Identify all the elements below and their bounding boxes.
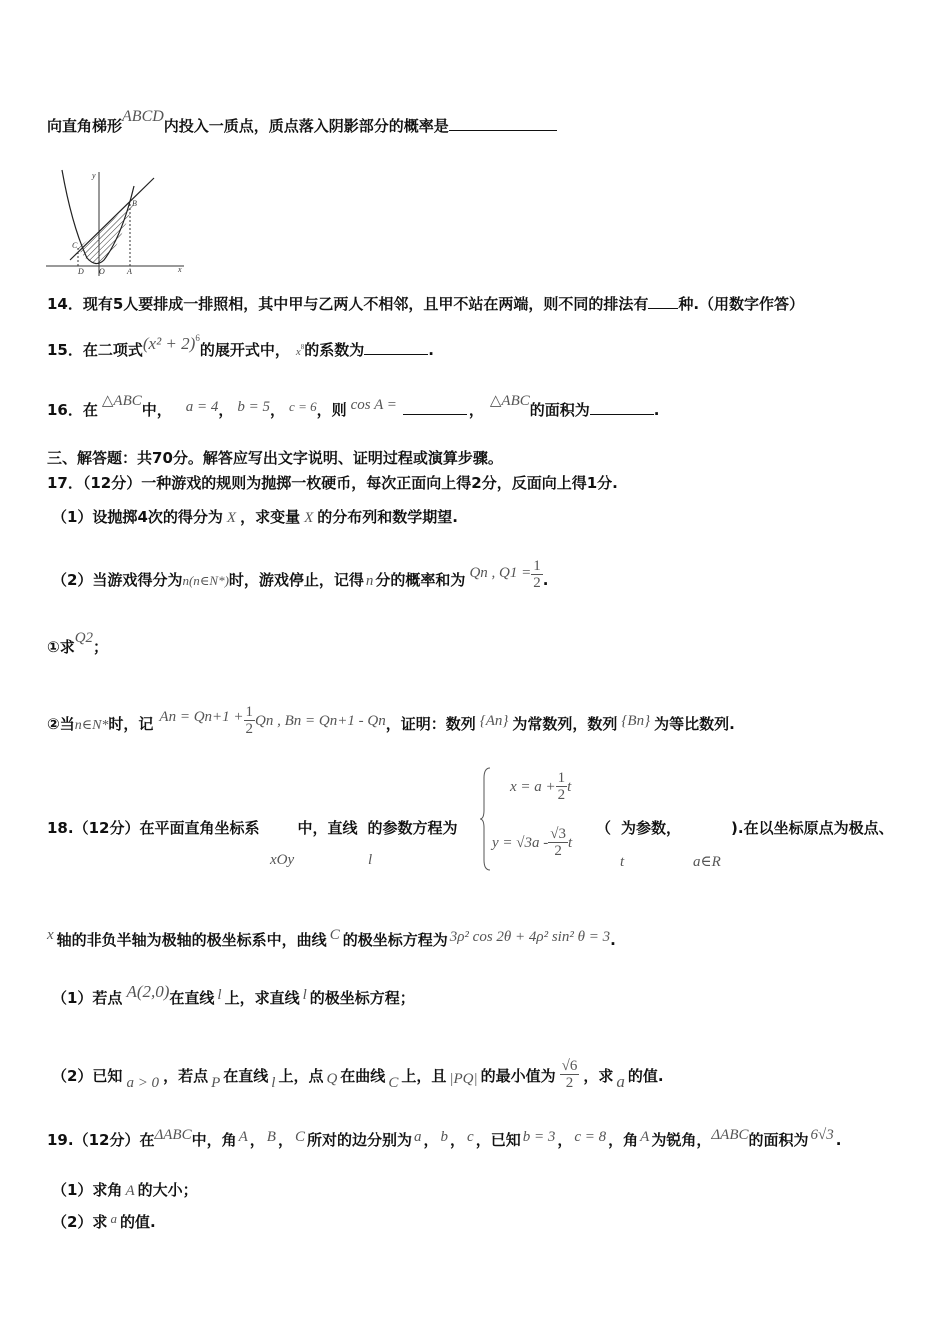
q14-line bbox=[47, 294, 804, 314]
q2: Q2 bbox=[74, 630, 94, 646]
q19-part1 bbox=[52, 1180, 198, 1201]
q16-end: . bbox=[653, 401, 660, 419]
q18-head-right bbox=[596, 818, 894, 838]
q17-s2-text: ，证明：数列 bbox=[385, 715, 476, 733]
var-a-2: a bbox=[110, 1211, 117, 1226]
q18-p2-mid: ，若点 bbox=[163, 1067, 209, 1085]
q16-zhong: 中， bbox=[141, 401, 172, 419]
q18-wei: 为参数， bbox=[621, 819, 682, 837]
q19-p2-prefix: （2）求 bbox=[52, 1213, 108, 1231]
q18-tail: ).在以坐标原点为极点、 bbox=[731, 819, 894, 837]
point-q: Q bbox=[326, 1071, 338, 1087]
var-n: n bbox=[365, 573, 374, 589]
polar-eq: 3ρ² cos 2θ + 4ρ² sin² θ = 3 bbox=[449, 929, 611, 945]
q18-p1-mid2: 上，求直线 bbox=[224, 989, 300, 1007]
sep1: ， bbox=[249, 1131, 265, 1149]
q16-ze: ，则 bbox=[316, 401, 347, 419]
q19-p1-prefix: （1）求角 bbox=[52, 1181, 123, 1199]
parabola-figure bbox=[42, 166, 192, 278]
q17-part2 bbox=[52, 558, 549, 597]
fraction-one-half bbox=[531, 558, 543, 591]
label-O: O bbox=[99, 267, 105, 276]
angle-a: A bbox=[238, 1129, 248, 1145]
q19-t2: 所对的边分别为 bbox=[307, 1131, 413, 1149]
q18-p2-mid4: 在曲线 bbox=[340, 1067, 386, 1085]
n-in-N: n(n∈N*) bbox=[182, 573, 229, 588]
q17-s1-prefix: ①求 bbox=[47, 638, 75, 656]
eq1: x = a + bbox=[510, 779, 556, 795]
label-B: B bbox=[132, 199, 137, 208]
eq1-fn: 1 bbox=[557, 770, 566, 786]
angle-a-2: A bbox=[640, 1129, 650, 1145]
shaded-region bbox=[78, 202, 134, 264]
q16-prefix: 16．在 bbox=[47, 401, 98, 419]
q19-t4: ，角 bbox=[608, 1131, 639, 1149]
side-a: a = 4 bbox=[185, 399, 219, 415]
line-l-4: l bbox=[271, 1075, 276, 1091]
frac2-num: 1 bbox=[245, 704, 254, 720]
q17-s2-mid: 时，记 bbox=[108, 715, 154, 733]
eq2: y = √3a - bbox=[492, 835, 549, 851]
eq2-t: t bbox=[568, 835, 573, 851]
q17-p2-mid: 时，游戏停止，记得 bbox=[228, 571, 364, 589]
q14-suffix: 种.（用数字作答） bbox=[678, 295, 805, 313]
q19-part2 bbox=[52, 1212, 156, 1233]
q17-s2-text2: 为常数列，数列 bbox=[512, 715, 618, 733]
seq-an: {An} bbox=[479, 713, 509, 729]
triangle-abc-3: ΔABC bbox=[154, 1127, 192, 1143]
param-eq-2 bbox=[492, 826, 572, 859]
q18-p2-mid6: 的最小值为 bbox=[480, 1067, 556, 1085]
q18-zhong: 中，直线 bbox=[297, 819, 358, 837]
sep2: ， bbox=[277, 1131, 293, 1149]
q17-p2-mid2: 分的概率和为 bbox=[375, 571, 466, 589]
q16-area: 的面积为 bbox=[529, 401, 590, 419]
q19-head-text: 19.（12分）在 bbox=[47, 1131, 155, 1149]
q15-mid: 的展开式中， bbox=[199, 341, 290, 359]
sep5: ， bbox=[557, 1131, 573, 1149]
eq1-frac bbox=[556, 770, 568, 803]
q17-sub1 bbox=[47, 630, 109, 658]
sep3: ， bbox=[423, 1131, 439, 1149]
q15-line bbox=[47, 333, 434, 363]
side-c: c = 6 bbox=[289, 399, 317, 414]
label-y: y bbox=[92, 171, 96, 180]
angle-b: B bbox=[266, 1129, 276, 1145]
q13-answer-blank bbox=[449, 116, 557, 131]
q18-p2-prefix: （2）已知 bbox=[52, 1067, 123, 1085]
side-b-2: b bbox=[440, 1129, 449, 1145]
line-l-2: l bbox=[217, 987, 222, 1003]
pq-distance: |PQ| bbox=[449, 1071, 478, 1087]
q19-t5: 为锐角， bbox=[651, 1131, 712, 1149]
q18-paren: （ bbox=[596, 819, 612, 837]
a-in-R: a∈R bbox=[693, 854, 721, 870]
q13-text: 内投入一质点，质点落入阴影部分的概率是 bbox=[163, 117, 449, 135]
b-equals-3: b = 3 bbox=[522, 1129, 556, 1145]
side-a-2: a bbox=[414, 1129, 422, 1145]
area-value: 6√3 bbox=[810, 1127, 834, 1143]
q15-prefix: 15．在二项式 bbox=[47, 341, 143, 359]
bn-def: Qn , Bn = Qn+1 - Qn bbox=[255, 713, 386, 729]
q18-part2 bbox=[52, 1060, 664, 1093]
a-positive: a > 0 bbox=[126, 1075, 160, 1091]
cos-a: cos A = bbox=[350, 397, 397, 413]
q16-line: 16．在 △ABC中， a = 4， b = 5， c = 6，则 cos A = ， △ABC的面积为 . bbox=[47, 393, 660, 419]
q15-answer-blank bbox=[364, 340, 428, 355]
triangle-abc: △ABC bbox=[101, 393, 142, 409]
q18-line2-text: 轴的非负半轴为极轴的极坐标系中，曲线 bbox=[56, 931, 327, 949]
n-cond: n∈N* bbox=[74, 718, 109, 733]
triangle-abc-2: △ABC bbox=[489, 393, 530, 409]
q17-p2-end: . bbox=[542, 571, 549, 589]
q19-t6: 的面积为 bbox=[748, 1131, 809, 1149]
q15-end: . bbox=[428, 341, 434, 359]
sqrt6-over-2 bbox=[560, 1058, 580, 1091]
q19-end: . bbox=[835, 1131, 842, 1149]
q18-p2-mid2: 在直线 bbox=[223, 1067, 269, 1085]
eq2-frac bbox=[548, 826, 568, 859]
term-x: x bbox=[295, 346, 301, 358]
q17-part1 bbox=[52, 507, 458, 528]
q13-prefix: 向直角梯形 bbox=[47, 117, 123, 135]
q18-p1-suffix: 的极坐标方程； bbox=[309, 989, 415, 1007]
term-exp: 8 bbox=[300, 343, 305, 351]
side-c-2: c bbox=[467, 1129, 474, 1145]
line-l: l bbox=[368, 852, 373, 868]
q19-head bbox=[47, 1127, 842, 1151]
q18-p1-mid: 在直线 bbox=[169, 989, 215, 1007]
sep4: ， bbox=[450, 1131, 466, 1149]
q18-head-text: 18.（12分）在平面直角坐标系 bbox=[47, 819, 260, 837]
var-x: X bbox=[226, 510, 237, 526]
section3-title: 三、解答题：共70分。解答应写出文字说明、证明过程或演算步骤。 bbox=[47, 449, 503, 467]
eq1-fd: 2 bbox=[557, 787, 566, 803]
xoy: xOy bbox=[270, 852, 295, 868]
q14-text: 14．现有5人要排成一排照相，其中甲与乙两人不相邻，且甲不站在两端，则不同的排法有 bbox=[47, 295, 649, 313]
label-x: x bbox=[178, 265, 182, 274]
q19-p1-suffix: 的大小； bbox=[137, 1181, 198, 1199]
eq2-fn: √3 bbox=[550, 826, 566, 842]
q17-s1-end: ； bbox=[93, 638, 109, 656]
angle-a-3: A bbox=[125, 1183, 135, 1199]
label-D: D bbox=[78, 267, 84, 276]
q18-param: 的参数方程为 bbox=[367, 819, 458, 837]
q18-line2b: 的极坐标方程为 bbox=[342, 931, 448, 949]
q18-line2-end: . bbox=[610, 931, 616, 949]
frac2-den: 2 bbox=[245, 721, 254, 737]
triangle-abc-4: ΔABC bbox=[711, 1127, 749, 1143]
q18-line2 bbox=[47, 927, 616, 951]
curve-c: C bbox=[329, 927, 340, 943]
q17-head: 17．（12分）一种游戏的规则为抛掷一枚硬币，每次正面向上得2分，反面向上得1分. bbox=[47, 474, 618, 492]
q15-suffix: 的系数为 bbox=[304, 341, 365, 359]
param-t: t bbox=[620, 854, 625, 870]
label-A: A bbox=[127, 267, 132, 276]
q18-p2-end: 的值. bbox=[627, 1067, 664, 1085]
q13-line bbox=[47, 108, 557, 137]
q18-head bbox=[47, 818, 457, 838]
frac-den: 2 bbox=[533, 575, 541, 591]
eq2-fd: 2 bbox=[554, 843, 562, 859]
q17-s2-prefix: ②当 bbox=[47, 715, 75, 733]
point-p: P bbox=[211, 1075, 221, 1091]
fraction-half-2 bbox=[244, 704, 256, 737]
q17-p1-prefix: （1）设抛掷4次的得分为 bbox=[52, 508, 223, 526]
q18-p2-mid3: 上，点 bbox=[278, 1067, 324, 1085]
param-eq-1 bbox=[510, 770, 571, 803]
curve-c-2: C bbox=[388, 1075, 399, 1091]
c-equals-8: c = 8 bbox=[574, 1129, 607, 1145]
angle-c: C bbox=[294, 1129, 305, 1145]
sqrt6-num: √6 bbox=[561, 1058, 578, 1074]
frac-num: 1 bbox=[533, 558, 541, 574]
point-a: A(2,0) bbox=[126, 982, 170, 1001]
q18-p2-mid5: 上，且 bbox=[401, 1067, 447, 1085]
q14-answer-blank bbox=[648, 294, 678, 309]
line-l-3: l bbox=[302, 987, 307, 1003]
q19-p2-suffix: 的值. bbox=[119, 1213, 156, 1231]
q17-sub2 bbox=[47, 704, 735, 741]
q18-p2-mid7: ，求 bbox=[583, 1067, 614, 1085]
side-b: b = 5 bbox=[237, 399, 271, 415]
q16-blank-1 bbox=[403, 400, 467, 415]
q16-blank-2 bbox=[590, 400, 654, 415]
var-a: a bbox=[616, 1072, 625, 1091]
q17-p1-suffix: 的分布列和数学期望. bbox=[317, 508, 458, 526]
left-brace bbox=[480, 766, 492, 872]
q17-p1-mid: ，求变量 bbox=[240, 508, 301, 526]
trapezoid-name: ABCD bbox=[122, 108, 164, 125]
q-sum-def: Qn , Q1 = bbox=[469, 565, 532, 581]
q17-p2-prefix: （2）当游戏得分为 bbox=[52, 571, 183, 589]
seq-bn: {Bn} bbox=[621, 713, 651, 729]
an-def: An = Qn+1 + bbox=[159, 709, 244, 725]
var-x-2: X bbox=[304, 510, 314, 526]
label-C: C bbox=[72, 241, 78, 250]
binomial-expr: (x² + 2) bbox=[142, 334, 196, 353]
q17-s2-text3: 为等比数列. bbox=[654, 715, 735, 733]
binomial-exp: 6 bbox=[195, 333, 200, 343]
polar-x: x bbox=[47, 927, 54, 943]
q19-t1: 中，角 bbox=[191, 1131, 237, 1149]
sqrt6-den: 2 bbox=[565, 1075, 574, 1091]
eq1-t: t bbox=[567, 779, 572, 795]
q18-part1 bbox=[52, 982, 415, 1009]
q19-t3: ，已知 bbox=[475, 1131, 521, 1149]
q18-p1-prefix: （1）若点 bbox=[52, 989, 123, 1007]
